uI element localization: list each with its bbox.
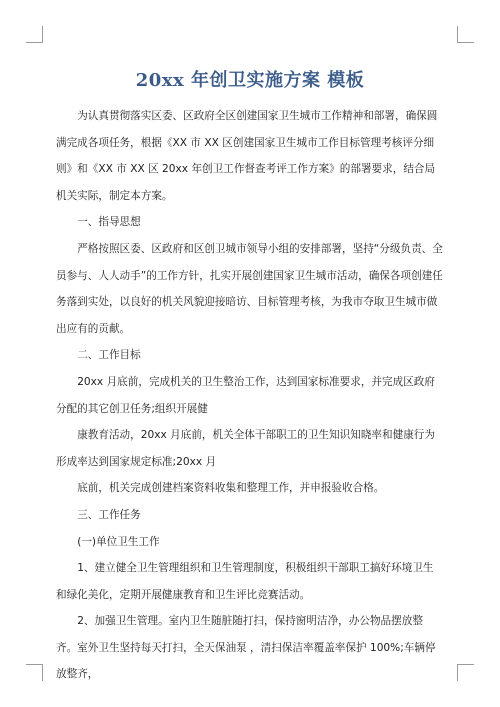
paragraph-work-goals-1: 20xx 月底前，完成机关的卫生整治工作，达到国家标准要求，并完成区政府分配的其它创卫任务;组织开展健 bbox=[56, 375, 435, 415]
document-body bbox=[56, 103, 444, 688]
subheading-unit-hygiene: (一)单位卫生工作 bbox=[77, 535, 160, 548]
crop-mark-bottom-left bbox=[26, 664, 43, 681]
heading-work-tasks: 三、工作任务 bbox=[77, 508, 141, 521]
paragraph-guiding-ideology: 严格按照区委、区政府和区创卫城市领导小组的安排部署，坚持“分级负责、全员参与、人人动手”的工作方针，扎实开展创建国家卫生城市活动，确保各项创建任务落到实处，以良好的机关风貌迎接暗访、目标管理考核，为我市夺取卫生城市做出应有的贡献。 bbox=[56, 242, 443, 335]
heading-work-goals: 二、工作目标 bbox=[77, 349, 141, 362]
heading-guiding-ideology: 一、指导思想 bbox=[77, 216, 141, 229]
paragraph-task-1: 1、建立健全卫生管理组织和卫生管理制度，积极组织干部职工搞好环境卫生和绿化美化，定期开展健康教育和卫生评比竞赛活动。 bbox=[56, 562, 434, 601]
crop-mark-top-left bbox=[26, 26, 43, 43]
document-title: 20xx 年创卫实施方案 模板 bbox=[135, 70, 365, 91]
paragraph-task-2: 2、加强卫生管理。室内卫生随脏随打扫，保持窗明洁净，办公物品摆放整齐。室外卫生坚持每天打扫，全天保油泵 ，清扫保洁率覆盖率保护 100%;车辆停放整齐， bbox=[56, 615, 436, 681]
crop-mark-top-right bbox=[457, 26, 474, 43]
paragraph-work-goals-2: 康教育活动，20xx 月底前，机关全体干部职工的卫生知识知晓率和健康行为形成率达到国家规定标准;20xx 月 bbox=[56, 429, 435, 468]
crop-mark-bottom-right bbox=[457, 664, 474, 681]
paragraph-intro: 为认真贯彻落实区委、区政府全区创建国家卫生城市工作精神和部署，确保圆满完成各项任务，根据《XX 市 XX 区创建国家卫生城市工作目标管理考核评分细则》和《XX 市 XX 区 20xx 年创卫工作督查考评工作方案》的部署要求，结合局机关实际，制定本方案。 bbox=[56, 110, 438, 202]
paragraph-work-goals-3: 底前，机关完成创建档案资料收集和整理工作，并申报验收合格。 bbox=[77, 482, 385, 495]
